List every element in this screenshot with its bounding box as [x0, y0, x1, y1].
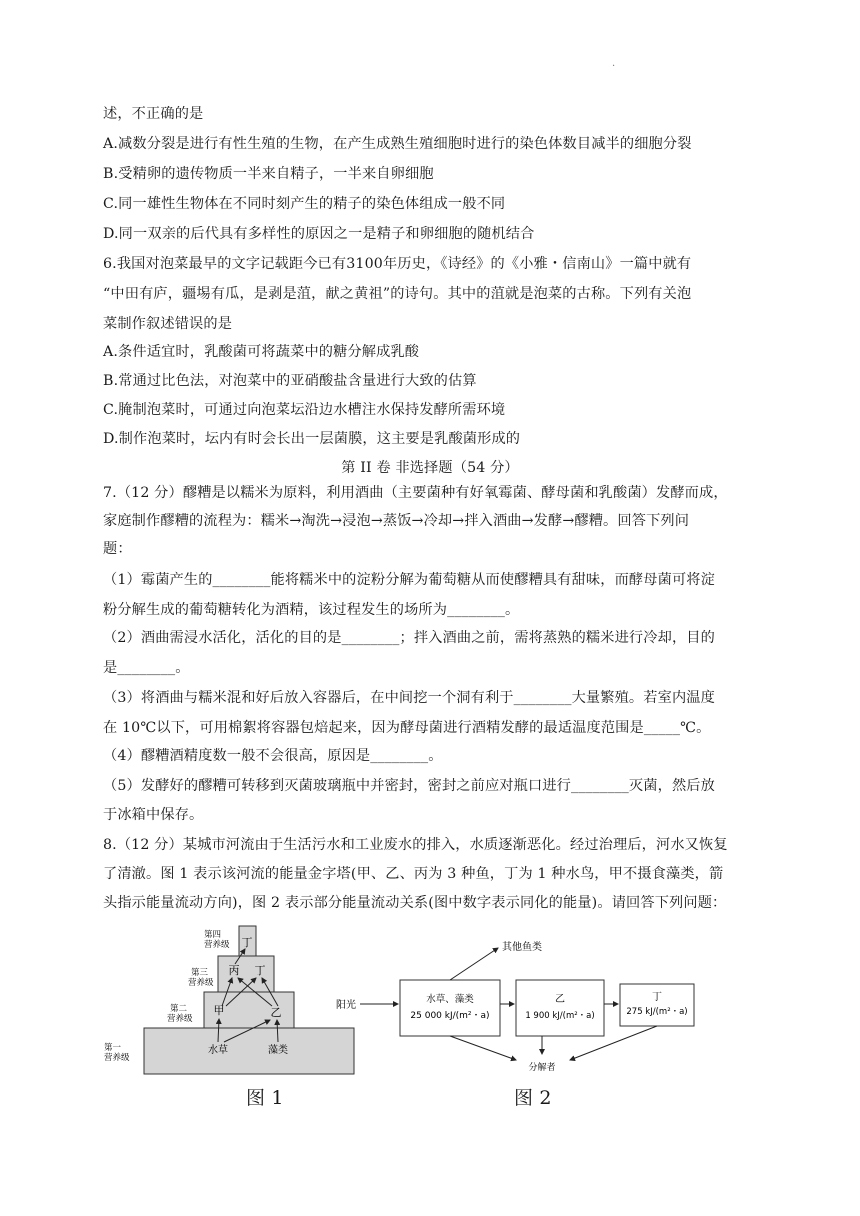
label-level-2-b: 营养级 — [167, 1014, 193, 1024]
q7-sub3-line-1: （3）将酒曲与糯米混和好后放入容器后，在中间挖一个洞有利于________大量繁殖。若室内温度 — [103, 690, 715, 706]
pyramid-level-3 — [218, 956, 274, 992]
q5-option-b: B.受精卵的遗传物质一半来自精子，一半来自卵细胞 — [103, 166, 434, 182]
box-ding-value: 275 kJ/(m²・a) — [626, 1007, 688, 1017]
q5-stem: 述，不正确的是 — [103, 106, 204, 122]
q7-sub5-line-2: 于冰箱中保存。 — [103, 807, 204, 823]
q7-line-1: 7.（12 分）醪糟是以糯米为原料，利用酒曲（主要菌种有好氧霉菌、酵母菌和乳酸菌）发酵而成， — [103, 485, 728, 501]
q7-line-3: 题： — [103, 541, 132, 557]
q5-option-a: A.减数分裂是进行有性生殖的生物，在产生成熟生殖细胞时进行的染色体数目减半的细胞分裂 — [103, 136, 692, 152]
arrow-producers-otherfish — [450, 948, 498, 980]
section-title: 第 II 卷 非选择题（54 分） — [341, 460, 519, 476]
box-producers-title: 水草、藻类 — [426, 994, 474, 1005]
label-level-4: 第四 — [204, 930, 222, 940]
organism-yi: 乙 — [270, 1006, 282, 1019]
q6-option-b: B.常通过比色法，对泡菜中的亚硝酸盐含量进行大致的估算 — [103, 373, 477, 389]
organism-ding: 丁 — [254, 964, 266, 977]
label-other-fish: 其他鱼类 — [502, 942, 542, 953]
label-level-3: 第三 — [191, 968, 209, 978]
label-level-1-b: 营养级 — [104, 1053, 130, 1063]
box-ding — [620, 984, 694, 1026]
label-decomposer: 分解者 — [528, 1063, 556, 1073]
figure-2-caption: 图 2 — [514, 1087, 552, 1109]
q7-line-2: 家庭制作醪糟的流程为：糯米→淘洗→浸泡→蒸饭→冷却→拌入酒曲→发酵→醪糟。回答下列问 — [103, 513, 690, 529]
label-sunlight: 阳光 — [336, 1000, 356, 1011]
box-producers — [400, 980, 500, 1036]
box-yi-value: 1 900 kJ/(m²・a) — [525, 1011, 595, 1021]
q7-sub2-line-1: （2）酒曲需浸水活化，活化的目的是________；拌入酒曲之前，需将蒸熟的糯米进行冷却，目的 — [103, 630, 715, 646]
page-dot: . — [612, 58, 616, 69]
q7-sub1-line-1: （1）霉菌产生的________能将糯米中的淀粉分解为葡萄糖从而使醪糟具有甜味，而酵母菌可将淀 — [103, 572, 715, 588]
organism-algae: 藻类 — [268, 1045, 288, 1056]
label-level-4-b: 营养级 — [204, 940, 230, 950]
figure-1-caption: 图 1 — [246, 1087, 284, 1109]
q7-sub5-line-1: （5）发酵好的醪糟可转移到灭菌玻璃瓶中并密封，密封之前应对瓶口进行________灭菌，然后放 — [103, 778, 715, 794]
pyramid-level-1 — [144, 1028, 354, 1074]
q7-sub2-line-2: 是________。 — [103, 660, 190, 676]
q6-option-d: D.制作泡菜时，坛内有时会长出一层菌膜，这主要是乳酸菌形成的 — [103, 431, 521, 447]
arrow-producers-decomposer — [450, 1036, 516, 1060]
q5-option-d: D.同一双亲的后代具有多样性的原因之一是精子和卵细胞的随机结合 — [103, 226, 535, 242]
q6-line-1: 6.我国对泡菜最早的文字记载距今已有3100年历史，《诗经》的《小雅・信南山》一篇中就有 — [103, 256, 692, 272]
label-level-3-b: 营养级 — [188, 978, 214, 988]
box-yi — [516, 980, 604, 1036]
q7-sub1-line-2: 粉分解生成的葡萄糖转化为酒精，该过程发生的场所为________。 — [103, 602, 520, 618]
q6-option-c: C.腌制泡菜时，可通过向泡菜坛沿边水槽注水保持发酵所需环境 — [103, 402, 506, 418]
organism-jia: 甲 — [213, 1004, 225, 1017]
label-level-1: 第一 — [104, 1043, 122, 1053]
q7-sub3-line-2: 在 10℃以下，可用棉絮将容器包焙起来，因为酵母菌进行酒精发酵的最适温度范围是_____℃。 — [103, 720, 711, 736]
figure-2-energy-flow — [330, 932, 770, 1080]
box-producers-value: 25 000 kJ/(m²・a) — [410, 1011, 490, 1021]
q7-sub4: （4）醪糟酒精度数一般不会很高，原因是________。 — [103, 748, 443, 764]
organism-ding-top: 丁 — [241, 936, 253, 949]
q6-line-2: “中田有庐，疆埸有瓜，是剥是菹，献之黄祖”的诗句。其中的菹就是泡菜的古称。下列有关泡 — [103, 286, 692, 302]
box-yi-title: 乙 — [555, 994, 565, 1005]
q6-line-3: 菜制作叙述错误的是 — [103, 316, 233, 332]
organism-waterweed: 水草 — [208, 1045, 228, 1056]
q8-line-3: 头指示能量流动方向)，图 2 表示部分能量流动关系(图中数字表示同化的能量)。请回答下列问题： — [103, 895, 727, 911]
box-ding-title: 丁 — [652, 992, 662, 1003]
q5-option-c: C.同一雄性生物体在不同时刻产生的精子的染色体组成一般不同 — [103, 196, 506, 212]
organism-bing: 丙 — [228, 964, 240, 977]
q8-line-1: 8.（12 分）某城市河流由于生活污水和工业废水的排入，水质逐渐恶化。经过治理后，河水又恢复 — [103, 837, 728, 853]
q6-option-a: A.条件适宜时，乳酸菌可将蔬菜中的糖分解成乳酸 — [103, 344, 420, 360]
label-level-2: 第二 — [170, 1004, 188, 1014]
q8-line-2: 了清澈。图 1 表示该河流的能量金字塔(甲、乙、丙为 3 种鱼，丁为 1 种水鸟，甲不摄食藻类，箭 — [103, 866, 724, 882]
